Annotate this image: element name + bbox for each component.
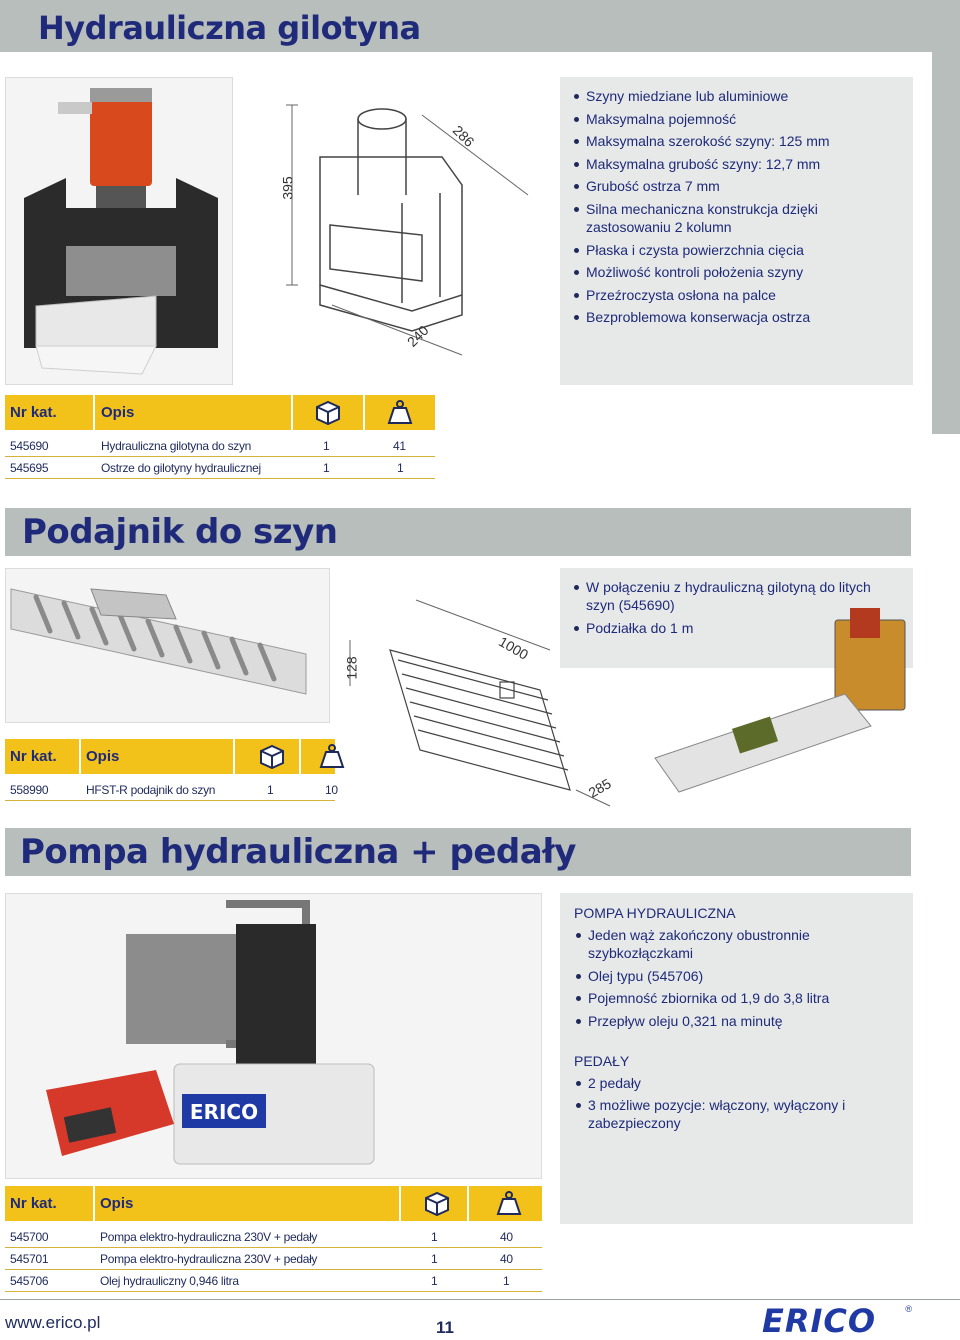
table-row [5,457,435,479]
feature-item: Jeden wąż zakończony obustronnie szybkozłączkami [574,926,903,962]
weight-icon [386,399,414,425]
feature-item: Szyny miedziane lub aluminiowe [572,87,903,105]
box-icon [423,1190,451,1216]
feature-item: Maksymalna grubość szyny: 12,7 mm [572,155,903,173]
col-desc: Opis [100,1195,134,1212]
erico-logo [762,1304,912,1338]
feature-item: Pojemność zbiornika od 1,9 do 3,8 litra [574,989,903,1007]
dim-depth-label: 286 [449,122,478,150]
table-header [5,739,335,774]
box-icon [258,743,286,769]
row-weight: 10 [325,783,338,797]
row-catno: 545690 [10,439,49,453]
row-desc: Pompa elektro-hydrauliczna 230V + pedały [100,1252,318,1266]
feature-item: Olej typu (545706) [574,967,903,985]
pump-brand-label: ERICO [189,1100,259,1124]
table-row [5,1226,542,1248]
row-weight: 40 [500,1252,513,1266]
row-qty: 1 [431,1230,438,1244]
feeder-product-table [5,739,338,801]
row-catno: 545706 [10,1274,49,1288]
feature-item: Bezproblemowa konserwacja ostrza [572,308,903,326]
section-title-feeder: Podajnik do szyn [22,512,338,552]
pedal-feature-list [574,1074,903,1133]
feature-item: Możliwość kontroli położenia szyny [572,263,903,281]
feature-item: Przeźroczysta osłona na palce [572,286,903,304]
footer-divider [0,1299,960,1300]
row-desc: Pompa elektro-hydrauliczna 230V + pedały [100,1230,318,1244]
row-catno: 545695 [10,461,49,475]
row-qty: 1 [267,783,274,797]
feature-item: 2 pedały [574,1074,903,1092]
row-desc: HFST-R podajnik do szyn [86,783,216,797]
pump-heading: POMPA HYDRAULICZNA [574,905,736,921]
feature-item: Silna mechaniczna konstrukcja dzięki zastosowaniu 2 kolumn [572,200,903,236]
row-qty: 1 [323,461,330,475]
table-header [5,1186,542,1221]
pump-product-table [5,1186,542,1292]
feature-item: Grubość ostrza 7 mm [572,177,903,195]
logo-registered: ® [905,1304,912,1314]
col-catno: Nr kat. [10,748,57,765]
table-row [5,1248,542,1270]
dim-width-label: 240 [403,322,432,350]
logo-text: ERICO [762,1302,877,1340]
guillotine-photo [5,77,233,385]
table-row [5,435,435,457]
col-catno: Nr kat. [10,1195,57,1212]
row-desc: Ostrze do gilotyny hydraulicznej [101,461,261,475]
pump-feature-list [574,926,903,1030]
weight-icon [318,743,346,769]
right-side-band [932,52,960,434]
feeder-photo [5,568,330,723]
feature-item: Płaska i czysta powierzchnia cięcia [572,241,903,259]
row-desc: Olej hydrauliczny 0,946 litra [100,1274,239,1288]
section-title-pump: Pompa hydrauliczna + pedały [20,832,576,872]
dim-length-label: 1000 [496,633,532,663]
weight-icon [495,1190,523,1216]
guillotine-feature-list [572,87,903,326]
row-qty: 1 [431,1274,438,1288]
table-header [5,395,435,430]
row-qty: 1 [431,1252,438,1266]
col-catno: Nr kat. [10,404,57,421]
footer-website[interactable]: www.erico.pl [5,1313,101,1332]
section-title-guillotine: Hydrauliczna gilotyna [38,9,421,47]
col-desc: Opis [101,404,135,421]
dim-height-label: 128 [343,656,360,680]
row-weight: 1 [397,461,404,475]
box-icon [314,399,342,425]
row-weight: 41 [393,439,406,453]
row-desc: Hydrauliczna gilotyna do szyn [101,439,252,453]
dim-height-label: 395 [279,176,296,200]
feature-item: W połączeniu z hydrauliczną gilotyną do litych szyn (545690) [572,578,903,614]
feature-item: Maksymalna pojemność [572,110,903,128]
feature-item: Podziałka do 1 m [572,619,903,637]
row-catno: 558990 [10,783,49,797]
pump-features-box [560,893,913,1224]
guillotine-product-table [5,395,435,479]
row-weight: 40 [500,1230,513,1244]
row-catno: 545701 [10,1252,49,1266]
row-catno: 545700 [10,1230,49,1244]
row-qty: 1 [323,439,330,453]
row-weight: 1 [503,1274,510,1288]
pedal-heading: PEDAŁY [574,1052,630,1069]
table-row [5,1270,542,1292]
col-desc: Opis [86,748,120,765]
pump-photo [5,893,542,1179]
feature-item: Maksymalna szerokość szyny: 125 mm [572,132,903,150]
table-row [5,779,338,801]
page-number: 11 [436,1318,454,1337]
guillotine-features-box [560,77,913,385]
feature-item: Przepływ oleju 0,321 na minutę [574,1012,903,1030]
feature-item: 3 możliwe pozycje: włączony, wyłączony i zabezpieczony [574,1096,903,1132]
dim-width-label: 285 [585,775,614,801]
feeder-assembly-photo [645,608,915,808]
